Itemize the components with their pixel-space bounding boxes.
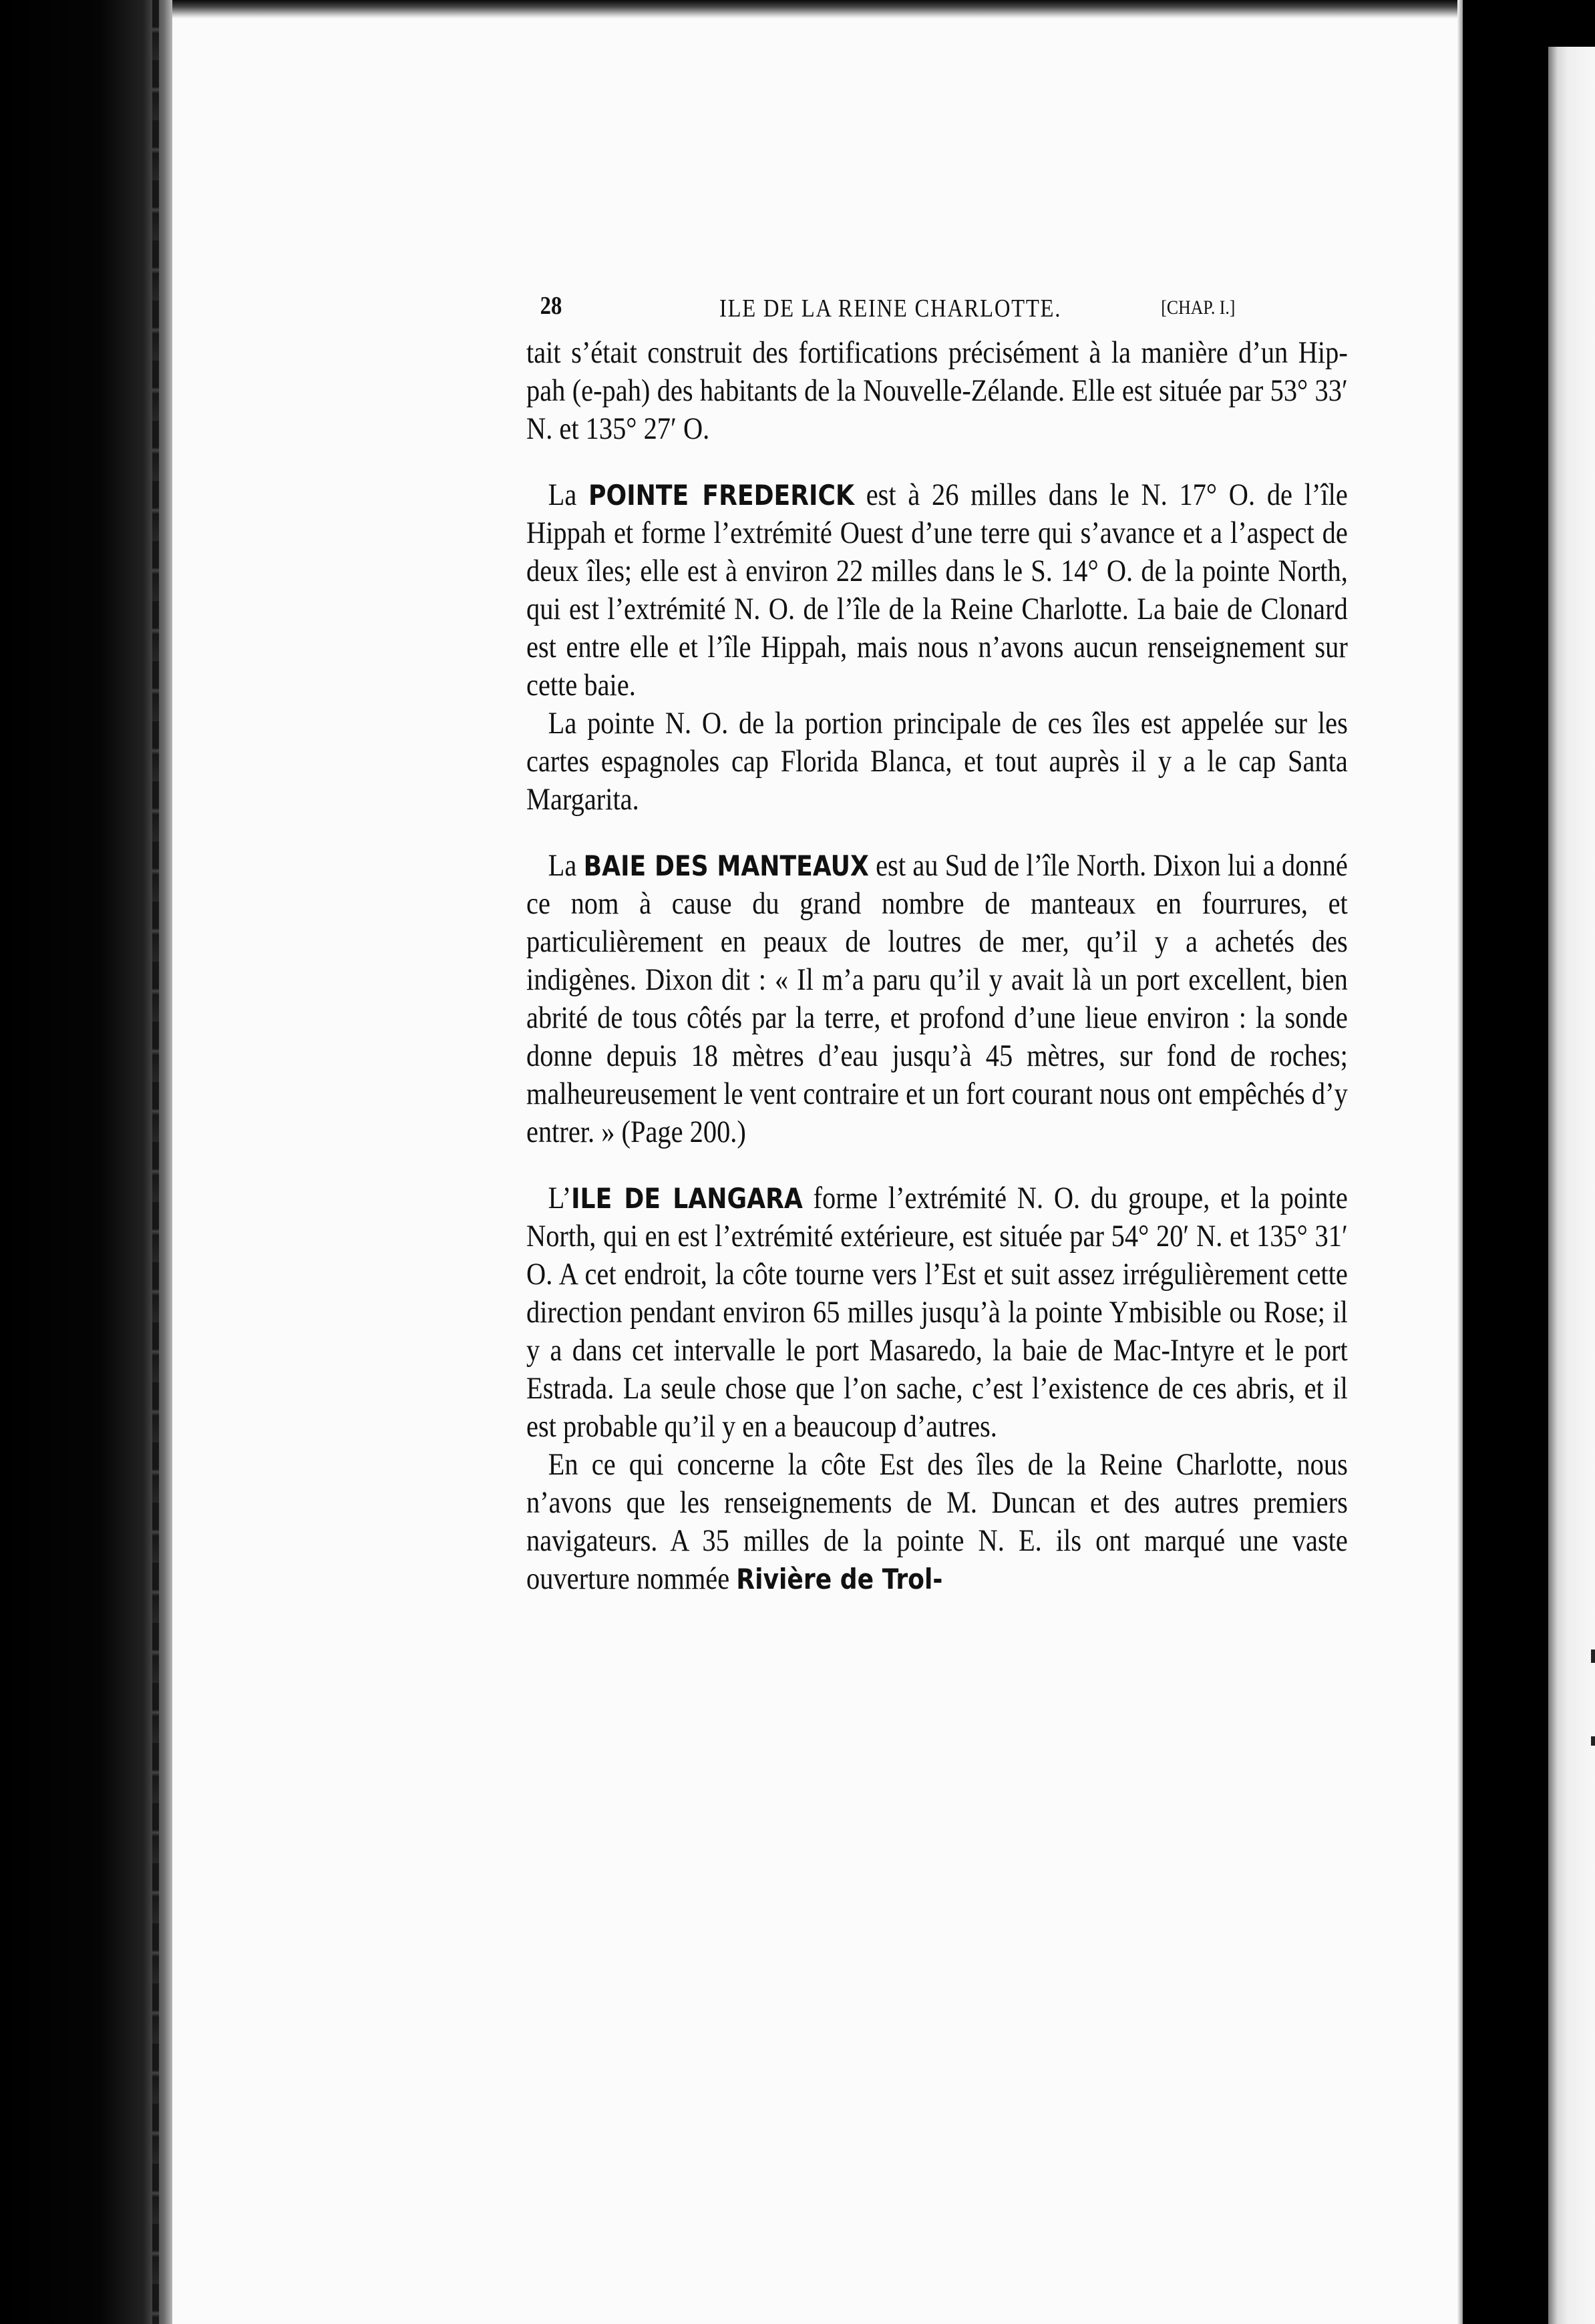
running-header (526, 280, 1348, 334)
page-number: 28 (540, 292, 562, 320)
page-top-edge (172, 0, 1465, 19)
adjacent-page-mark (1591, 1650, 1595, 1663)
paragraph-pointe-frederick: La POINTE FREDERICK est à 26 milles dans le N. 17° O. de l’île Hippah et forme l’extrémité Ouest d’une terre qui s’avance et a l’aspect de deux îles; elle est à environ 22 milles dans le S. 14° O. de la pointe North, qui est l’extrémité N. O. de l’île de la Reine Charlotte. La baie de Clonard est entre elle et l’île Hippah, mais nous n’avons aucun renseignement sur cette baie. (526, 477, 1348, 703)
heading-ile-de-langara: ILE DE LANGARA (571, 1182, 803, 1215)
adjacent-page-sliver (1548, 47, 1595, 2324)
paragraph-ile-de-langara: L’ILE DE LANGARA forme l’extrémité N. O. du groupe, et la pointe North, qui en est l’extrémité extérieure, est située par 54° 20′ N. et 135° 31′ O. A cet endroit, la côte tourne vers l’Est et suit assez irrégulièrement cette direction pendant environ 65 milles jusqu’à la pointe Ymbisible ou Rose; il y a dans cet intervalle le port Masaredo, la baie de Mac-Intyre et le port Estrada. La seule chose que l’on sache, c’est l’existence de ces abris, et il est probable qu’il y en a beaucoup d’autres. (526, 1181, 1348, 1444)
paragraph-cote-est: En ce qui concerne la côte Est des îles de la Reine Charlotte, nous n’avons que les renseignements de M. Duncan et des autres premiers navigateurs. A 35 milles de la pointe N. E. ils ont marqué une vaste ouverture nommée Rivière de Trol- (526, 1447, 1348, 1596)
chapter-marker: [CHAP. I.] (1161, 297, 1236, 319)
paragraph-baie-des-manteaux: La BAIE DES MANTEAUX est au Sud de l’île North. Dixon lui a donné ce nom à cause du grand nombre de manteaux en fourrures, et particulièrement en peaux de loutres de mer, qu’il y a achetés des indigènes. Dixon dit : « Il m’a paru qu’il y avait là un port excellent, bien abrité de tous côtés par la terre, et profond d’une lieue environ : la sonde donne depuis 18 mètres d’eau jusqu’à 45 mètres, sur fond de roches; malheureusement le vent contraire et un fort courant nous ont empêchés d’y entrer. » (Page 200.) (526, 848, 1348, 1149)
heading-riviere-de-trol: Rivière de Trol- (736, 1563, 943, 1595)
heading-pointe-frederick: POINTE FREDERICK (588, 479, 854, 512)
paragraph-continuation: tait s’était construit des fortifications précisément à la manière d’un Hip-pah (e-pah) des habitants de la Nouvelle-Zélande. Elle est située par 53° 33′ N. et 135° 27′ O. (526, 335, 1348, 446)
binding-edge (152, 0, 159, 2324)
adjacent-page-mark (1591, 1736, 1595, 1746)
paragraph-pointe-no: La pointe N. O. de la portion principale de ces îles est appelée sur les cartes espagnoles cap Florida Blanca, et tout auprès il y a le cap Santa Margarita. (526, 706, 1348, 817)
running-title: ILE DE LA REINE CHARLOTTE. (719, 295, 1062, 323)
page-text-block (526, 280, 1348, 1598)
heading-baie-des-manteaux: BAIE DES MANTEAUX (583, 849, 869, 882)
